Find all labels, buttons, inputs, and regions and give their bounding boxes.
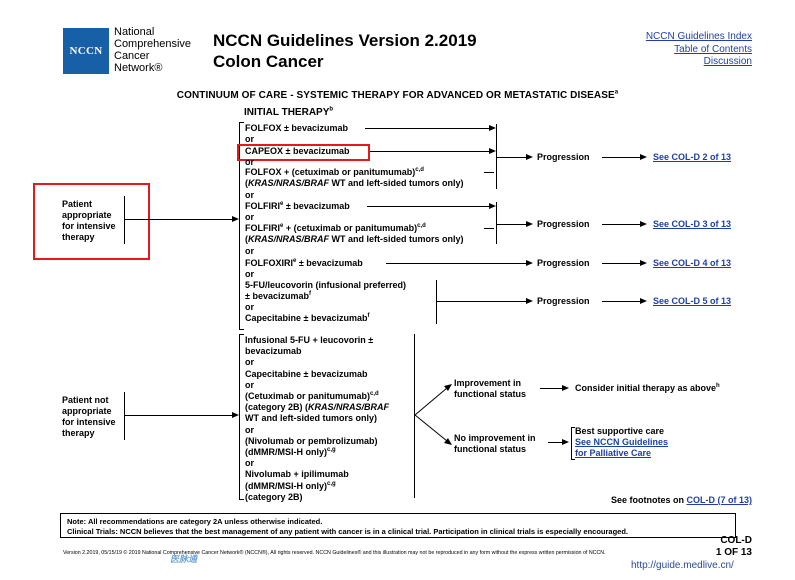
regimen-folfox: FOLFOX ± bevacizumab: [245, 123, 348, 133]
connector-line: [497, 157, 526, 158]
patient-box-divider: [124, 392, 125, 440]
consider-initial-label: Consider initial therapy as above$^h$: [575, 383, 720, 393]
discussion-link[interactable]: Discussion: [703, 56, 752, 67]
palliative-care-link[interactable]: See NCCN Guidelines: [575, 437, 669, 447]
arrow-icon: [526, 298, 533, 304]
connector-line: [602, 301, 640, 302]
not-intensive-options: Infusional 5-FU + leucovorin ± bevacizumab or Capecitabine ± bevacizumab or (Cetuximab or panitumumab)$^{c,d}$ (category 2B) (KRAS/NRAS/BRAF WT and left-sided tumors only) or (Nivolumab or pembrolizumab) (dMMR/MSI-H only)$^{c,g}$ or Nivolumab + ipilimumab (dMMR/MSI-H only)$^{c,g}$ (category 2B): [245, 335, 390, 502]
arrow-icon: [640, 221, 647, 227]
connector-line: [602, 157, 640, 158]
palliative-care-link-2[interactable]: for Palliative Care: [575, 448, 652, 458]
arrow-icon: [526, 221, 533, 227]
connector-line: [367, 206, 489, 207]
connector-line: [548, 442, 563, 443]
see-col-d5-link[interactable]: See COL-D 5 of 13: [653, 296, 732, 306]
arrow-icon: [232, 216, 239, 222]
nccn-logo: NCCN: [63, 28, 109, 74]
progression-label: Progression: [537, 219, 590, 229]
or-label: or: [245, 134, 254, 144]
connector-line: [602, 224, 640, 225]
patient-not-appropriate-label: Patient not appropriate for intensive therapy: [62, 395, 116, 438]
patient-appropriate-label: Patient appropriate for intensive therapy: [62, 199, 116, 242]
guidelines-index-link[interactable]: NCCN Guidelines Index: [645, 31, 752, 42]
arrow-icon: [640, 154, 647, 160]
regimen-folfiri-egfr-note: (KRAS/NRAS/BRAF WT and left-sided tumors only): [245, 234, 464, 244]
arrow-icon: [526, 154, 533, 160]
regimen-folfox-egfr: FOLFOX + (cetuximab or panitumumab)$^{c,d}$: [245, 167, 424, 177]
regimen-folfoxiri: $FOLFOXIRI^e$ ± bevacizumab: [245, 258, 363, 268]
group-bracket: [496, 202, 497, 244]
connector-line: [124, 415, 232, 416]
progression-label: Progression: [537, 296, 590, 306]
connector-line: [124, 219, 232, 220]
arrow-icon: [640, 260, 647, 266]
see-col-d4-link[interactable]: See COL-D 4 of 13: [653, 258, 732, 268]
top-nav-links: [646, 31, 752, 69]
arrow-icon: [489, 203, 496, 209]
patient-box-divider: [124, 196, 125, 244]
regimen-5fu-bev: ± bevacizumab$^f$: [245, 291, 311, 301]
regimen-capecitabine: Capecitabine ± bevacizumab$^f$: [245, 313, 370, 323]
connector-line: [484, 172, 494, 173]
or-label: or: [245, 269, 254, 279]
regimen-folfiri-egfr: $FOLFIRI^e$ + (cetuximab or panitumumab)$^{c,d}$: [245, 223, 426, 233]
connector-line: [540, 388, 562, 389]
not-intensive-bracket: [239, 334, 244, 500]
watermark-url: http://guide.medlive.cn/: [631, 560, 734, 571]
progression-label: Progression: [537, 258, 590, 268]
regimen-folfiri: $FOLFIRI^e$ ± bevacizumab: [245, 201, 350, 211]
regimen-5fu-leucovorin: 5-FU/leucovorin (infusional preferred): [245, 280, 407, 290]
initial-therapy-heading: INITIAL THERAPY$^b$: [244, 106, 334, 118]
arrow-icon: [562, 439, 569, 445]
copyright-notice: Version 2.2019, 05/15/19 © 2019 National Comprehensive Cancer Network® (NCCN®), All rights reserved. NCCN Guidelines® and this illustration may not be reproduced in any form without the express written permission of NCCN.: [63, 550, 606, 556]
or-label: or: [245, 212, 254, 222]
regimen-folfox-egfr-note: (KRAS/NRAS/BRAF WT and left-sided tumors only): [245, 178, 464, 188]
footnotes-reference: See footnotes on COL-D (7 of 13): [610, 495, 752, 505]
medlive-watermark-logo: 医脉通: [170, 554, 198, 564]
connector-line: [370, 151, 489, 152]
arrow-icon: [489, 148, 496, 154]
note-box: Note: All recommendations are category 2A unless otherwise indicated. Clinical Trials: NCCN believes that the best management of any patient with cancer is in a clinical trial. Participation in clinical trials is especially encouraged.: [60, 513, 736, 538]
or-label: or: [245, 302, 254, 312]
or-label: or: [245, 246, 254, 256]
arrow-icon: [526, 260, 533, 266]
section-heading: CONTINUUM OF CARE - SYSTEMIC THERAPY FOR ADVANCED OR METASTATIC DISEASE$^a$: [176, 89, 619, 101]
page-subtitle: Colon Cancer: [213, 52, 324, 71]
footnotes-link[interactable]: COL-D (7 of 13): [686, 495, 752, 505]
improvement-label: Improvement in functional status: [454, 378, 527, 399]
arrow-icon: [489, 125, 496, 131]
connector-line: [437, 301, 526, 302]
connector-line: [365, 128, 489, 129]
no-improvement-label: No improvement in functional status: [454, 433, 536, 454]
progression-label: Progression: [537, 152, 590, 162]
connector-line: [602, 263, 640, 264]
connector-line: [484, 228, 494, 229]
or-label: or: [245, 190, 254, 200]
arrow-icon: [232, 412, 239, 418]
group-bracket: [436, 280, 437, 324]
regimen-capeox: CAPEOX ± bevacizumab: [245, 146, 350, 156]
best-supportive-care: Best supportive care: [575, 426, 665, 436]
page-code: COL-D 1 OF 13: [715, 535, 752, 558]
page-title: NCCN Guidelines Version 2.2019: [213, 31, 477, 50]
arrow-icon: [562, 385, 569, 391]
see-col-d2-link[interactable]: See COL-D 2 of 13: [653, 152, 732, 162]
connector-line: [497, 224, 526, 225]
table-of-contents-link[interactable]: Table of Contents: [674, 43, 752, 55]
arrow-icon: [640, 298, 647, 304]
organization-name: National Comprehensive Cancer Network®: [114, 26, 192, 74]
or-label: or: [245, 157, 254, 167]
see-col-d3-link[interactable]: See COL-D 3 of 13: [653, 219, 732, 229]
branch-arrows: [414, 380, 454, 450]
connector-line: [386, 263, 526, 264]
